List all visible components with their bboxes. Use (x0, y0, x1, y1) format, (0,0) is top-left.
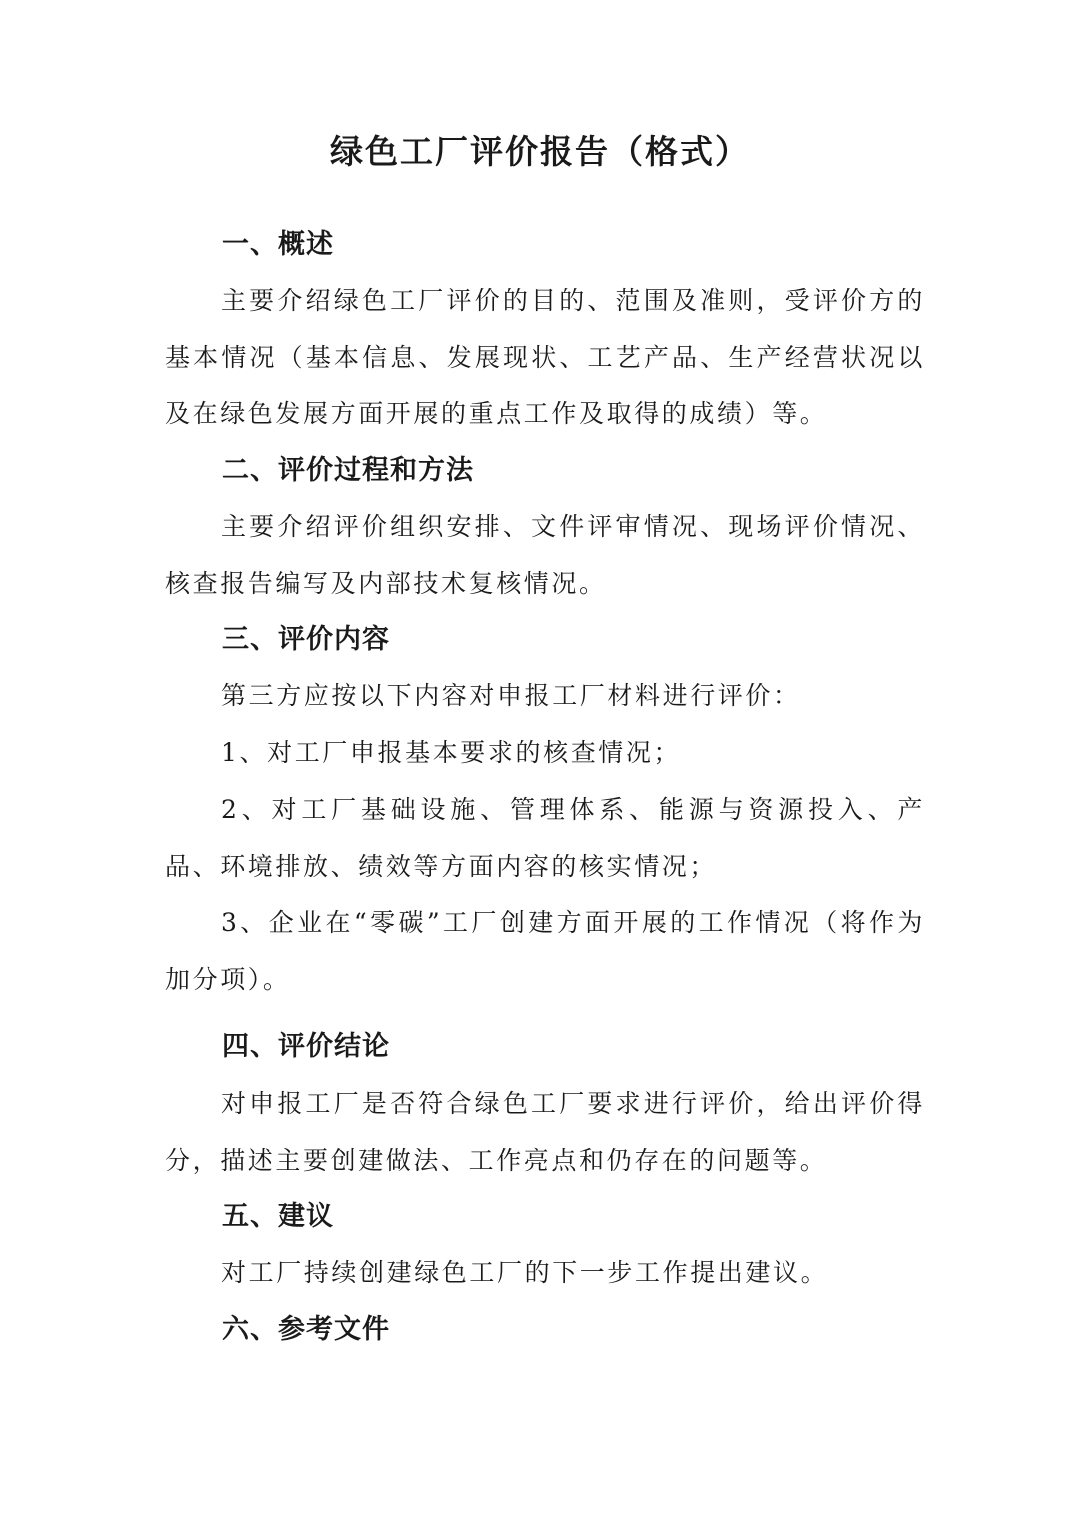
section-content-intro: 第三方应按以下内容对申报工厂材料进行评价： (221, 681, 801, 710)
section-content-item-3: 3、企业在“零碳”工厂创建方面开展的工作情况（将作为加分项）。 (165, 908, 925, 994)
section-heading-overview: 一、概述 (222, 229, 334, 260)
document-title: 绿色工厂评价报告（格式） (330, 132, 750, 171)
section-heading-references: 六、参考文件 (222, 1314, 390, 1345)
section-heading-evaluation-content: 三、评价内容 (222, 624, 390, 655)
section-process-paragraph: 主要介绍评价组织安排、文件评审情况、现场评价情况、核查报告编写及内部技术复核情况。 (165, 512, 925, 598)
section-conclusion-paragraph: 对申报工厂是否符合绿色工厂要求进行评价，给出评价得分，描述主要创建做法、工作亮点和仍存在的问题等。 (165, 1089, 925, 1175)
section-heading-process-methods: 二、评价过程和方法 (222, 455, 474, 486)
section-suggestions-paragraph: 对工厂持续创建绿色工厂的下一步工作提出建议。 (221, 1258, 829, 1287)
section-content-item-2: 2、对工厂基础设施、管理体系、能源与资源投入、产品、环境排放、绩效等方面内容的核实情况； (165, 795, 925, 881)
section-heading-conclusion: 四、评价结论 (222, 1031, 390, 1062)
section-heading-suggestions: 五、建议 (222, 1201, 334, 1232)
section-content-item-1: 1、对工厂申报基本要求的核查情况； (221, 738, 682, 767)
section-overview-paragraph: 主要介绍绿色工厂评价的目的、范围及准则，受评价方的基本情况（基本信息、发展现状、工艺产品、生产经营状况以及在绿色发展方面开展的重点工作及取得的成绩）等。 (165, 286, 925, 428)
